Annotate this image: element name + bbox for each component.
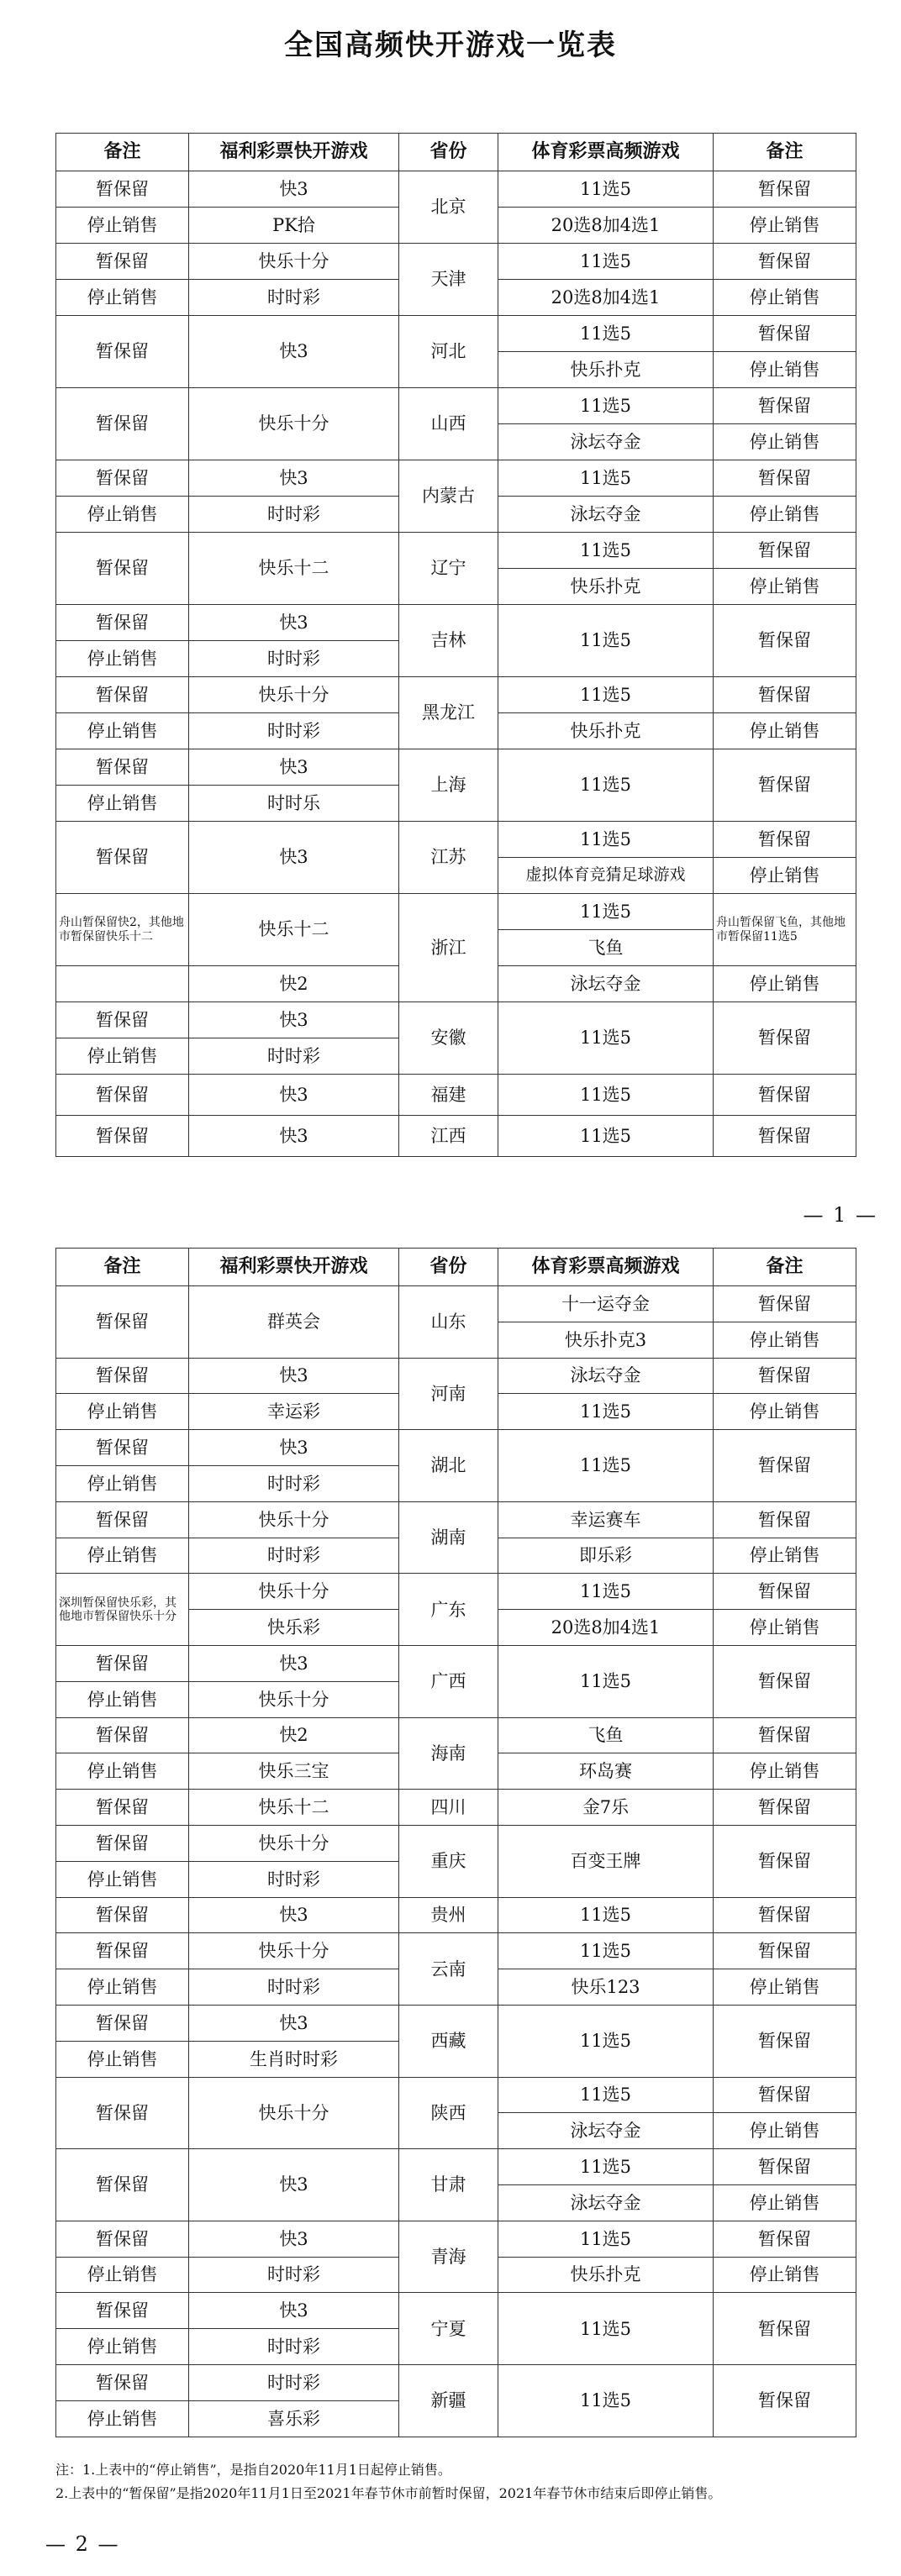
- sports-note: 停止销售: [714, 569, 856, 605]
- welfare-note: 暂保留: [56, 822, 189, 894]
- welfare-note: 停止销售: [56, 1681, 189, 1717]
- province-cell: 浙江: [399, 894, 498, 1002]
- welfare-note: 深圳暂保留快乐彩，其他地市暂保留快乐十分: [56, 1574, 189, 1646]
- welfare-note: 停止销售: [56, 1465, 189, 1501]
- welfare-game: 快2: [189, 1717, 399, 1753]
- welfare-game: 快3: [189, 2005, 399, 2041]
- sports-game: 飞鱼: [498, 1717, 714, 1753]
- sports-note: 停止销售: [714, 1610, 856, 1646]
- welfare-game: 时时彩: [189, 2364, 399, 2400]
- table-row: [56, 1116, 856, 1157]
- sports-game: 泳坛夺金: [498, 424, 714, 460]
- province-cell: 山西: [399, 388, 498, 460]
- header-sports-note: 备注: [714, 134, 856, 171]
- welfare-game: 幸运彩: [189, 1394, 399, 1430]
- sports-game: 11选5: [498, 533, 714, 569]
- welfare-game: 快乐十二: [189, 533, 399, 605]
- sports-note: 暂保留: [714, 244, 856, 280]
- table-row: [56, 1933, 856, 1969]
- welfare-game: 时时彩: [189, 713, 399, 749]
- welfare-game: 快3: [189, 1002, 399, 1038]
- table-row: [56, 316, 856, 352]
- table-row: [56, 605, 856, 641]
- province-cell: 重庆: [399, 1825, 498, 1897]
- sports-note: 暂保留: [714, 1825, 856, 1897]
- welfare-note: 停止销售: [56, 2041, 189, 2077]
- table-row: [56, 1075, 856, 1116]
- welfare-note: 停止销售: [56, 208, 189, 244]
- welfare-note: 暂保留: [56, 2149, 189, 2221]
- welfare-game: 时时彩: [189, 1465, 399, 1501]
- welfare-game: 快乐十分: [189, 1501, 399, 1538]
- sports-game: 11选5: [498, 749, 714, 822]
- province-cell: 辽宁: [399, 533, 498, 605]
- sports-note: 暂保留: [714, 533, 856, 569]
- table-row: [56, 533, 856, 569]
- province-cell: 广东: [399, 1574, 498, 1646]
- table-row: [56, 1825, 856, 1861]
- sports-game: 泳坛夺金: [498, 1358, 714, 1394]
- sports-note: 暂保留: [714, 1002, 856, 1075]
- sports-game: 11选5: [498, 316, 714, 352]
- table-row: [56, 244, 856, 280]
- welfare-game: 时时彩: [189, 641, 399, 677]
- table-row: [56, 1790, 856, 1826]
- welfare-note: 停止销售: [56, 497, 189, 533]
- table-row: [56, 2293, 856, 2329]
- province-cell: 四川: [399, 1790, 498, 1826]
- welfare-game: 快3: [189, 749, 399, 786]
- table-row: [56, 460, 856, 497]
- welfare-game: 群英会: [189, 1286, 399, 1359]
- welfare-note: 暂保留: [56, 2005, 189, 2041]
- province-cell: 江西: [399, 1116, 498, 1157]
- welfare-game: 快3: [189, 1116, 399, 1157]
- welfare-note: 暂保留: [56, 2221, 189, 2257]
- sports-game: 11选5: [498, 2293, 714, 2365]
- welfare-note: 停止销售: [56, 1394, 189, 1430]
- table-row: [56, 2149, 856, 2185]
- sports-game: 虚拟体育竞猜足球游戏: [498, 858, 714, 894]
- welfare-game: 快乐十分: [189, 2077, 399, 2149]
- page-number-2: — 2 —: [45, 2532, 120, 2556]
- welfare-game: 快3: [189, 605, 399, 641]
- sports-note: 停止销售: [714, 2184, 856, 2221]
- sports-game: 泳坛夺金: [498, 497, 714, 533]
- table-row: [56, 1717, 856, 1753]
- province-cell: 广西: [399, 1645, 498, 1717]
- welfare-game: 快3: [189, 1897, 399, 1933]
- sports-game: 泳坛夺金: [498, 2113, 714, 2149]
- province-cell: 黑龙江: [399, 677, 498, 749]
- sports-note: 停止销售: [714, 2113, 856, 2149]
- sports-note: 暂保留: [714, 460, 856, 497]
- sports-game: 11选5: [498, 677, 714, 713]
- sports-note: 暂保留: [714, 2293, 856, 2365]
- table-row: [56, 2077, 856, 2113]
- sports-game: 11选5: [498, 244, 714, 280]
- welfare-game: 时时彩: [189, 2329, 399, 2365]
- welfare-note: 暂保留: [56, 1116, 189, 1157]
- welfare-note: 暂保留: [56, 1075, 189, 1116]
- table-row: [56, 822, 856, 858]
- welfare-game: 快乐十二: [189, 1790, 399, 1826]
- sports-game: 11选5: [498, 605, 714, 677]
- welfare-game: 快乐十分: [189, 1574, 399, 1610]
- welfare-note: 暂保留: [56, 1790, 189, 1826]
- sports-note: 暂保留: [714, 388, 856, 424]
- sports-note: 停止销售: [714, 352, 856, 388]
- sports-note: 暂保留: [714, 1358, 856, 1394]
- province-cell: 湖南: [399, 1501, 498, 1574]
- welfare-game: 快乐十分: [189, 388, 399, 460]
- sports-note: 暂保留: [714, 1075, 856, 1116]
- province-cell: 天津: [399, 244, 498, 316]
- province-cell: 湖北: [399, 1430, 498, 1502]
- welfare-note: 停止销售: [56, 1861, 189, 1897]
- province-cell: 内蒙古: [399, 460, 498, 533]
- sports-note: 暂保留: [714, 605, 856, 677]
- welfare-game: 生肖时时彩: [189, 2041, 399, 2077]
- sports-game: 十一运夺金: [498, 1286, 714, 1322]
- welfare-game: 快3: [189, 1358, 399, 1394]
- table-row: [56, 171, 856, 208]
- welfare-game: 快3: [189, 2221, 399, 2257]
- welfare-note: 停止销售: [56, 1038, 189, 1075]
- sports-note: 暂保留: [714, 1574, 856, 1610]
- welfare-note: 暂保留: [56, 1897, 189, 1933]
- sports-note: 暂保留: [714, 171, 856, 208]
- sports-note: 停止销售: [714, 280, 856, 316]
- sports-note: 暂保留: [714, 2005, 856, 2077]
- welfare-game: 喜乐彩: [189, 2400, 399, 2437]
- sports-game: 即乐彩: [498, 1538, 714, 1574]
- welfare-note: 暂保留: [56, 1501, 189, 1538]
- sports-game: 快乐扑克: [498, 2257, 714, 2293]
- welfare-game: 时时彩: [189, 1038, 399, 1075]
- sports-game: 11选5: [498, 1574, 714, 1610]
- lottery-table-page-2: [55, 1248, 856, 2437]
- sports-note: 停止销售: [714, 424, 856, 460]
- province-cell: 北京: [399, 171, 498, 244]
- sports-note: 暂保留: [714, 749, 856, 822]
- table-row: [56, 1430, 856, 1466]
- welfare-game: 快乐十分: [189, 677, 399, 713]
- province-cell: 河北: [399, 316, 498, 388]
- sports-game: 20选8加4选1: [498, 1610, 714, 1646]
- header-sports-game: 体育彩票高频游戏: [498, 1249, 714, 1286]
- header-welfare-game: 福利彩票快开游戏: [189, 1249, 399, 1286]
- sports-game: 泳坛夺金: [498, 966, 714, 1002]
- welfare-game: 时时彩: [189, 1969, 399, 2006]
- sports-game: 快乐扑克: [498, 569, 714, 605]
- sports-game: 11选5: [498, 822, 714, 858]
- table-row: [56, 2221, 856, 2257]
- welfare-game: 时时彩: [189, 280, 399, 316]
- sports-note: 暂保留: [714, 1430, 856, 1502]
- welfare-game: 快3: [189, 1075, 399, 1116]
- table-row: [56, 1286, 856, 1322]
- welfare-game: 快乐十分: [189, 244, 399, 280]
- province-cell: 上海: [399, 749, 498, 822]
- header-province: 省份: [399, 134, 498, 171]
- sports-game: 快乐扑克3: [498, 1322, 714, 1358]
- header-sports-game: 体育彩票高频游戏: [498, 134, 714, 171]
- welfare-note: 暂保留: [56, 605, 189, 641]
- sports-game: 环岛赛: [498, 1753, 714, 1790]
- province-cell: 河南: [399, 1358, 498, 1430]
- sports-game: 飞鱼: [498, 930, 714, 966]
- sports-note: 停止销售: [714, 858, 856, 894]
- sports-note: 暂保留: [714, 1501, 856, 1538]
- welfare-game: 快乐十分: [189, 1825, 399, 1861]
- table-row: [56, 677, 856, 713]
- sports-note: 暂保留: [714, 1790, 856, 1826]
- header-sports-note: 备注: [714, 1249, 856, 1286]
- sports-note: 舟山暂保留飞鱼，其他地市暂保留11选5: [714, 894, 856, 966]
- welfare-note: 停止销售: [56, 2329, 189, 2365]
- sports-game: 11选5: [498, 2005, 714, 2077]
- table-row: [56, 2005, 856, 2041]
- welfare-note: 暂保留: [56, 171, 189, 208]
- province-cell: 陕西: [399, 2077, 498, 2149]
- sports-game: 11选5: [498, 2221, 714, 2257]
- welfare-note: 停止销售: [56, 786, 189, 822]
- table-row: [56, 388, 856, 424]
- table-row: [56, 749, 856, 786]
- sports-note: 暂保留: [714, 1717, 856, 1753]
- sports-game: 11选5: [498, 1430, 714, 1502]
- welfare-game: 快3: [189, 2149, 399, 2221]
- table-header-row: [56, 1249, 856, 1286]
- table-row: [56, 894, 856, 930]
- sports-note: 暂保留: [714, 1286, 856, 1322]
- welfare-note: 暂保留: [56, 244, 189, 280]
- welfare-game: 快乐十分: [189, 1681, 399, 1717]
- sports-game: 11选5: [498, 388, 714, 424]
- province-cell: 江苏: [399, 822, 498, 894]
- welfare-note: 停止销售: [56, 1969, 189, 2006]
- province-cell: 山东: [399, 1286, 498, 1359]
- province-cell: 甘肃: [399, 2149, 498, 2221]
- sports-note: 暂保留: [714, 316, 856, 352]
- welfare-game: 快3: [189, 316, 399, 388]
- sports-game: 11选5: [498, 1116, 714, 1157]
- province-cell: 西藏: [399, 2005, 498, 2077]
- welfare-note: 停止销售: [56, 1538, 189, 1574]
- province-cell: 云南: [399, 1933, 498, 2006]
- header-welfare-note: 备注: [56, 134, 189, 171]
- sports-game: 11选5: [498, 2077, 714, 2113]
- sports-game: 百变王牌: [498, 1825, 714, 1897]
- welfare-note: 暂保留: [56, 1825, 189, 1861]
- header-welfare-note: 备注: [56, 1249, 189, 1286]
- sports-note: 停止销售: [714, 497, 856, 533]
- welfare-note: 暂保留: [56, 1358, 189, 1394]
- welfare-game: 快乐彩: [189, 1610, 399, 1646]
- welfare-game: 快乐三宝: [189, 1753, 399, 1790]
- sports-note: 停止销售: [714, 1322, 856, 1358]
- welfare-game: PK拾: [189, 208, 399, 244]
- table-row: [56, 1002, 856, 1038]
- sports-game: 快乐123: [498, 1969, 714, 2006]
- province-cell: 宁夏: [399, 2293, 498, 2365]
- sports-game: 金7乐: [498, 1790, 714, 1826]
- sports-game: 11选5: [498, 1075, 714, 1116]
- sports-note: 暂保留: [714, 1933, 856, 1969]
- welfare-game: 快3: [189, 2293, 399, 2329]
- sports-note: 停止销售: [714, 1969, 856, 2006]
- page-title: 全国高频快开游戏一览表: [284, 29, 617, 62]
- sports-note: 暂保留: [714, 2364, 856, 2437]
- table-row: [56, 2364, 856, 2400]
- province-cell: 福建: [399, 1075, 498, 1116]
- welfare-note: 暂保留: [56, 2077, 189, 2149]
- table-row: [56, 1645, 856, 1681]
- sports-note: 停止销售: [714, 1538, 856, 1574]
- welfare-note: 暂保留: [56, 1430, 189, 1466]
- welfare-game: 快3: [189, 1430, 399, 1466]
- sports-game: 快乐扑克: [498, 713, 714, 749]
- welfare-note: 暂保留: [56, 677, 189, 713]
- province-cell: 安徽: [399, 1002, 498, 1075]
- welfare-note: 暂保留: [56, 749, 189, 786]
- welfare-note: 暂保留: [56, 388, 189, 460]
- sports-game: 11选5: [498, 894, 714, 930]
- welfare-game: 快乐十二: [189, 894, 399, 966]
- welfare-note: 停止销售: [56, 1753, 189, 1790]
- province-cell: 海南: [399, 1717, 498, 1790]
- lottery-table-page-1: [55, 133, 856, 1157]
- sports-game: 20选8加4选1: [498, 208, 714, 244]
- welfare-note: 暂保留: [56, 460, 189, 497]
- sports-note: 暂保留: [714, 2077, 856, 2113]
- sports-note: 暂保留: [714, 1645, 856, 1717]
- sports-game: 11选5: [498, 1645, 714, 1717]
- welfare-game: 快3: [189, 1645, 399, 1681]
- province-cell: 吉林: [399, 605, 498, 677]
- table-header-row: [56, 134, 856, 171]
- welfare-game: 时时彩: [189, 2257, 399, 2293]
- welfare-game: 快3: [189, 460, 399, 497]
- welfare-note: 暂保留: [56, 1002, 189, 1038]
- sports-game: 20选8加4选1: [498, 280, 714, 316]
- sports-game: 泳坛夺金: [498, 2184, 714, 2221]
- welfare-game: 快3: [189, 822, 399, 894]
- sports-game: 快乐扑克: [498, 352, 714, 388]
- footnote-2: 2.上表中的“暂保留”是指2020年11月1日至2021年春节休市前暂时保留，2021年春节休市结束后即停止销售。: [55, 2485, 722, 2501]
- welfare-note: 暂保留: [56, 1645, 189, 1681]
- province-cell: 贵州: [399, 1897, 498, 1933]
- sports-note: 暂保留: [714, 677, 856, 713]
- sports-game: 11选5: [498, 1897, 714, 1933]
- welfare-game: 时时彩: [189, 497, 399, 533]
- sports-game: 11选5: [498, 171, 714, 208]
- province-cell: 新疆: [399, 2364, 498, 2437]
- sports-note: 暂保留: [714, 2221, 856, 2257]
- table-row: [56, 1358, 856, 1394]
- welfare-note: 舟山暂保留快2，其他地市暂保留快乐十二: [56, 894, 189, 966]
- welfare-game: 时时乐: [189, 786, 399, 822]
- welfare-note: 暂保留: [56, 2293, 189, 2329]
- sports-note: 停止销售: [714, 713, 856, 749]
- page-number-1: — 1 —: [803, 1203, 877, 1227]
- sports-note: 停止销售: [714, 966, 856, 1002]
- welfare-note: 停止销售: [56, 280, 189, 316]
- sports-note: 停止销售: [714, 1394, 856, 1430]
- welfare-note: 暂保留: [56, 533, 189, 605]
- sports-note: 暂保留: [714, 1116, 856, 1157]
- welfare-game: 快2: [189, 966, 399, 1002]
- sports-note: 停止销售: [714, 208, 856, 244]
- sports-game: 11选5: [498, 460, 714, 497]
- welfare-game: 快3: [189, 171, 399, 208]
- sports-game: 幸运赛车: [498, 1501, 714, 1538]
- sports-game: 11选5: [498, 1002, 714, 1075]
- welfare-note: 停止销售: [56, 713, 189, 749]
- table-row: [56, 1897, 856, 1933]
- welfare-note: [56, 966, 189, 1002]
- footnote-1: 注：1.上表中的“停止销售”，是指自2020年11月1日起停止销售。: [55, 2462, 451, 2478]
- sports-note: 暂保留: [714, 822, 856, 858]
- sports-note: 暂保留: [714, 1897, 856, 1933]
- welfare-note: 停止销售: [56, 2400, 189, 2437]
- header-province: 省份: [399, 1249, 498, 1286]
- sports-note: 停止销售: [714, 2257, 856, 2293]
- welfare-game: 时时彩: [189, 1538, 399, 1574]
- province-cell: 青海: [399, 2221, 498, 2293]
- welfare-note: 停止销售: [56, 641, 189, 677]
- welfare-note: 暂保留: [56, 1933, 189, 1969]
- sports-game: 11选5: [498, 2364, 714, 2437]
- welfare-note: 暂保留: [56, 316, 189, 388]
- table-row: [56, 1501, 856, 1538]
- table-row: [56, 1574, 856, 1610]
- welfare-note: 暂保留: [56, 1717, 189, 1753]
- welfare-note: 暂保留: [56, 1286, 189, 1359]
- welfare-game: 快乐十分: [189, 1933, 399, 1969]
- sports-game: 11选5: [498, 1394, 714, 1430]
- welfare-note: 暂保留: [56, 2364, 189, 2400]
- sports-note: 停止销售: [714, 1753, 856, 1790]
- header-welfare-game: 福利彩票快开游戏: [189, 134, 399, 171]
- welfare-note: 停止销售: [56, 2257, 189, 2293]
- sports-game: 11选5: [498, 1933, 714, 1969]
- welfare-game: 时时彩: [189, 1861, 399, 1897]
- sports-game: 11选5: [498, 2149, 714, 2185]
- sports-note: 暂保留: [714, 2149, 856, 2185]
